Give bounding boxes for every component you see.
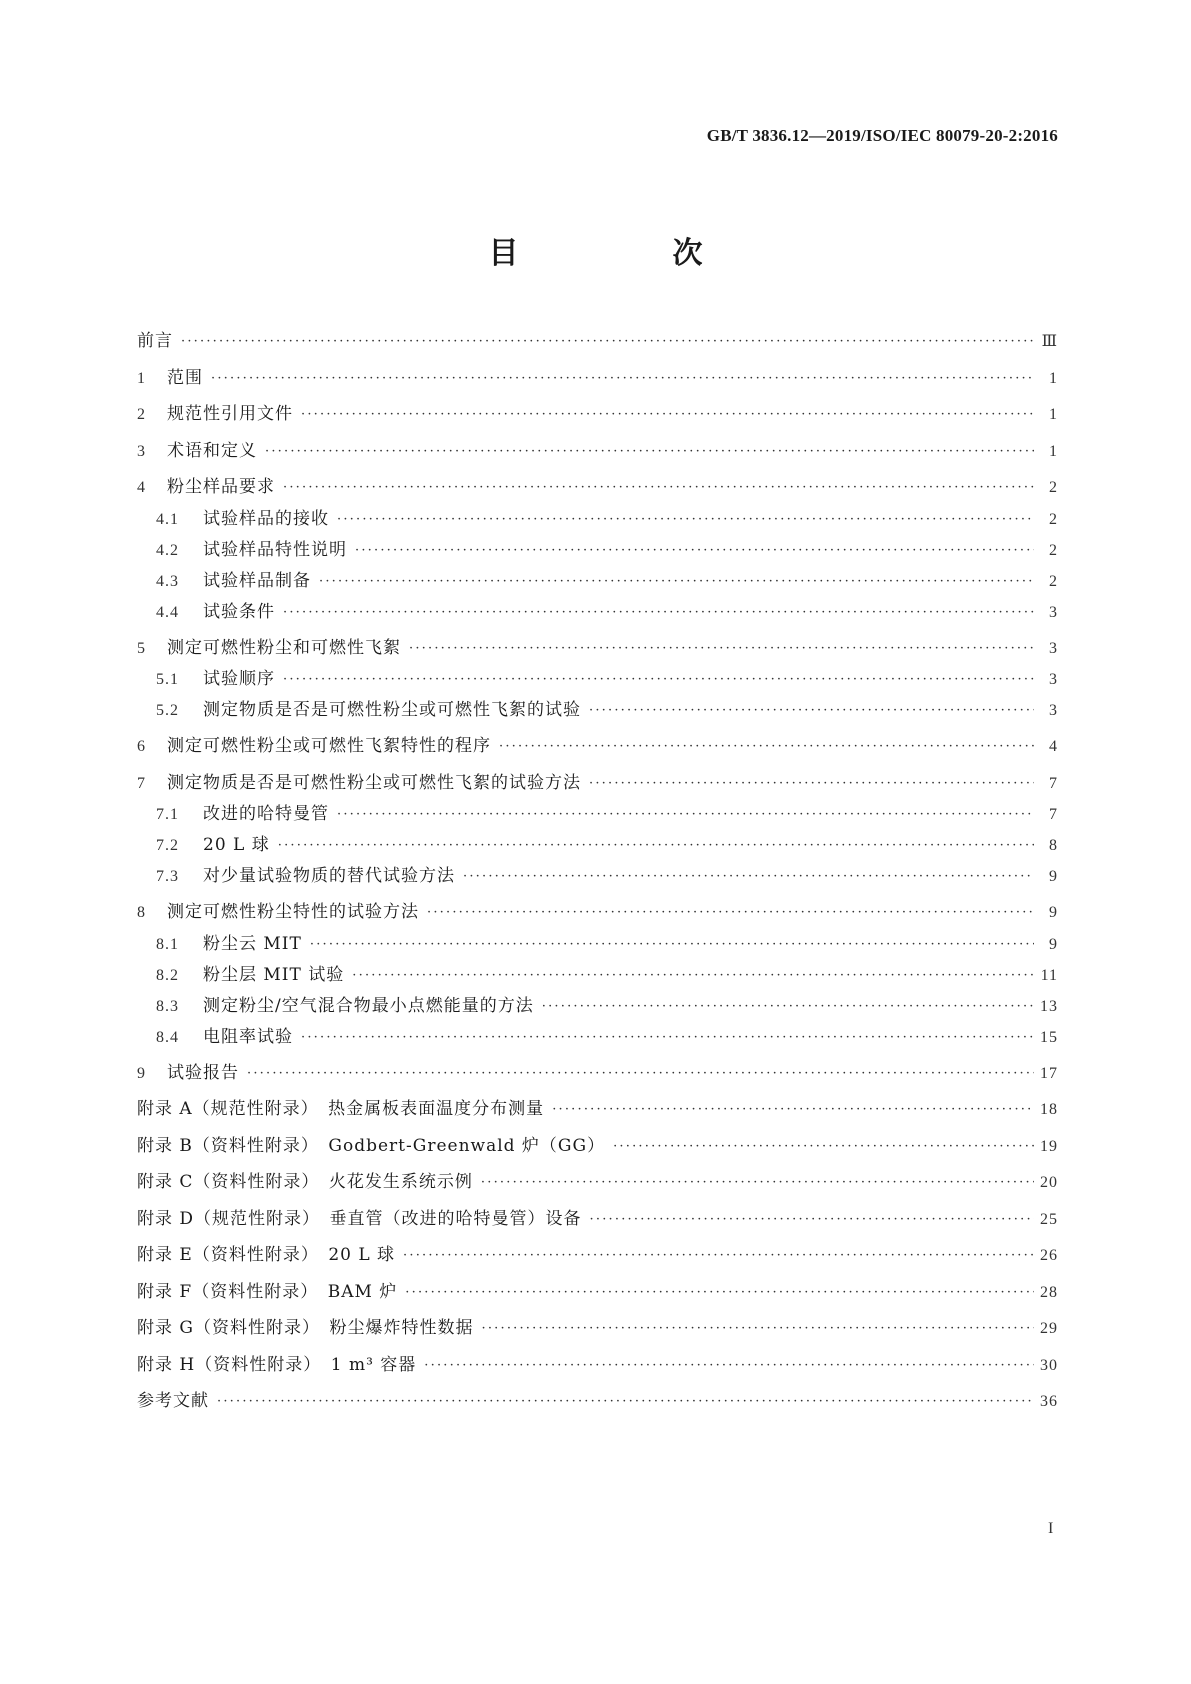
dot-leader xyxy=(589,776,1034,791)
toc-entry[interactable] xyxy=(137,731,1058,763)
toc-entry-page: 1 xyxy=(1049,442,1058,460)
toc-entry[interactable] xyxy=(137,1240,1058,1272)
toc-entry-label: 附录 G（资料性附录） 粉尘爆炸特性数据 xyxy=(137,1318,474,1338)
toc-entry[interactable] xyxy=(137,633,1058,665)
toc-entry-page: 7 xyxy=(1049,774,1058,792)
dot-leader xyxy=(409,641,1034,656)
toc-entry-number: 5.1 xyxy=(156,671,179,688)
toc-entry-label: 试验样品制备 xyxy=(203,570,311,591)
toc-entry-page: 3 xyxy=(1049,603,1058,621)
dot-leader xyxy=(542,999,1034,1014)
dot-leader xyxy=(211,371,1034,386)
toc-entry[interactable] xyxy=(137,326,1058,358)
toc-entry-label: 测定可燃性粉尘和可燃性飞絮 xyxy=(167,637,401,658)
toc-entry-page: Ⅲ xyxy=(1041,333,1058,350)
toc-entry-label: 测定可燃性粉尘或可燃性飞絮特性的程序 xyxy=(167,736,491,756)
toc-entry[interactable] xyxy=(137,768,1058,800)
toc-entry-number: 4.4 xyxy=(156,603,179,621)
toc-entry-number: 8.1 xyxy=(156,935,179,953)
toc-entry[interactable] xyxy=(137,535,1058,566)
dot-leader xyxy=(337,512,1034,527)
toc-entry-page: 15 xyxy=(1040,1028,1058,1046)
dot-leader xyxy=(310,937,1034,952)
toc-entry-page: 19 xyxy=(1040,1137,1058,1155)
toc-entry[interactable] xyxy=(137,399,1058,431)
dot-leader xyxy=(301,1030,1034,1045)
toc-entry-label: 附录 E（资料性附录） 20 L 球 xyxy=(137,1245,396,1265)
dot-leader xyxy=(283,605,1034,620)
toc-entry[interactable] xyxy=(137,472,1058,504)
toc-entry-label: 附录 C（资料性附录） 火花发生系统示例 xyxy=(137,1172,473,1192)
toc-entry-label: 附录 D（规范性附录） 垂直管（改进的哈特曼管）设备 xyxy=(137,1208,582,1229)
toc-entry-page: 13 xyxy=(1040,997,1058,1015)
toc-entry-label: 规范性引用文件 xyxy=(167,404,293,424)
toc-entry-page: 30 xyxy=(1040,1356,1058,1374)
toc-entry-label: 范围 xyxy=(167,367,203,388)
toc-entry[interactable] xyxy=(137,597,1058,628)
dot-leader xyxy=(481,1321,1034,1336)
dot-leader xyxy=(278,838,1034,853)
toc-entry-label: 附录 F（资料性附录） BAM 炉 xyxy=(137,1281,398,1302)
dot-leader xyxy=(247,1066,1034,1081)
toc-entry-page: 20 xyxy=(1040,1174,1058,1191)
toc-entry-label: 20 L 球 xyxy=(203,835,270,855)
toc-entry-label: 试验条件 xyxy=(203,601,275,622)
dot-leader xyxy=(301,407,1034,422)
toc-entry-page: 2 xyxy=(1049,572,1058,590)
toc-entry-label: 测定物质是否是可燃性粉尘或可燃性飞絮的试验 xyxy=(203,700,581,720)
toc-entry[interactable] xyxy=(137,1350,1058,1382)
toc-entry-number: 9 xyxy=(137,1064,146,1082)
toc-entry-page: 9 xyxy=(1049,935,1058,953)
toc-entry-number: 7.1 xyxy=(156,806,179,823)
toc-entry-number: 8.2 xyxy=(156,966,179,984)
toc-entry[interactable] xyxy=(137,1131,1058,1163)
dot-leader xyxy=(283,672,1034,687)
toc-entry-number: 8.3 xyxy=(156,997,179,1015)
dot-leader xyxy=(403,1248,1034,1263)
toc-entry-label: 附录 A（规范性附录） 热金属板表面温度分布测量 xyxy=(137,1099,545,1119)
dot-leader xyxy=(181,334,1034,349)
dot-leader xyxy=(463,869,1034,884)
toc-entry-page: 2 xyxy=(1049,479,1058,496)
toc-entry-label: 测定物质是否是可燃性粉尘或可燃性飞絮的试验方法 xyxy=(167,772,581,793)
toc-entry-number: 7 xyxy=(137,774,146,792)
toc-entry-page: 7 xyxy=(1049,806,1058,823)
toc-entry-number: 5 xyxy=(137,639,146,657)
toc-entry-label: 试验样品特性说明 xyxy=(203,539,347,560)
toc-entry-page: 1 xyxy=(1049,369,1058,387)
toc-entry[interactable] xyxy=(137,897,1058,929)
toc-entry-number: 4.3 xyxy=(156,572,179,590)
toc-entry-label: 试验报告 xyxy=(167,1062,239,1083)
toc-entry[interactable] xyxy=(137,436,1058,468)
toc-entry-label: 对少量试验物质的替代试验方法 xyxy=(203,866,455,886)
toc-entry-label: 参考文献 xyxy=(137,1391,209,1411)
toc-entry-page: 2 xyxy=(1049,510,1058,528)
toc-entry-label: 测定粉尘/空气混合物最小点燃能量的方法 xyxy=(203,995,534,1016)
toc-entry-label: 粉尘样品要求 xyxy=(167,477,275,497)
toc-entry-page: 26 xyxy=(1040,1247,1058,1264)
toc-entry[interactable] xyxy=(137,991,1058,1022)
toc-entry-number: 8.4 xyxy=(156,1028,179,1046)
toc-entry-page: 4 xyxy=(1049,738,1058,755)
toc-entry-number: 7.2 xyxy=(156,837,179,854)
toc-entry-page: 3 xyxy=(1049,639,1058,657)
toc-entry[interactable] xyxy=(137,566,1058,597)
toc-entry-page: 9 xyxy=(1049,904,1058,921)
toc-entry-number: 1 xyxy=(137,369,146,387)
dot-leader xyxy=(590,1212,1034,1227)
toc-entry-label: 术语和定义 xyxy=(167,440,257,461)
toc-entry[interactable] xyxy=(137,799,1058,830)
toc-entry-label: 前言 xyxy=(137,331,173,351)
toc-entry-label: 粉尘层 MIT 试验 xyxy=(203,964,345,985)
toc-entry[interactable] xyxy=(137,1094,1058,1126)
dot-leader xyxy=(613,1139,1034,1154)
toc-entry[interactable] xyxy=(137,1386,1058,1418)
toc-entry-page: 18 xyxy=(1040,1101,1058,1118)
toc-entry[interactable] xyxy=(137,1058,1058,1090)
toc-entry[interactable] xyxy=(137,861,1058,892)
toc-entry[interactable] xyxy=(137,695,1058,726)
standard-code: GB/T 3836.12—2019/ISO/IEC 80079-20-2:2016 xyxy=(706,126,1058,145)
dot-leader xyxy=(405,1285,1034,1300)
toc-entry-number: 5.2 xyxy=(156,702,179,719)
dot-leader xyxy=(552,1102,1034,1117)
toc-entry-page: 8 xyxy=(1049,837,1058,854)
toc-entry-page: 9 xyxy=(1049,868,1058,885)
toc-entry[interactable] xyxy=(137,929,1058,960)
toc-entry-label: 改进的哈特曼管 xyxy=(203,804,329,824)
dot-leader xyxy=(337,807,1034,822)
toc-entry[interactable] xyxy=(137,830,1058,861)
toc-entry-number: 7.3 xyxy=(156,868,179,885)
dot-leader xyxy=(427,905,1034,920)
dot-leader xyxy=(424,1358,1034,1373)
dot-leader xyxy=(589,703,1034,718)
toc-entry-number: 4 xyxy=(137,479,146,496)
page-number: I xyxy=(1048,1520,1054,1537)
toc-entry-page: 25 xyxy=(1040,1210,1058,1228)
toc-entry-page: 17 xyxy=(1040,1064,1058,1082)
toc-entry-label: 试验顺序 xyxy=(203,669,275,689)
toc-entry[interactable] xyxy=(137,1204,1058,1236)
dot-leader xyxy=(217,1394,1034,1409)
toc-entry-number: 2 xyxy=(137,406,146,423)
dot-leader xyxy=(499,739,1034,754)
toc-entry[interactable] xyxy=(137,1313,1058,1345)
toc-entry[interactable] xyxy=(137,363,1058,395)
toc-entry-label: 附录 H（资料性附录） 1 m³ 容器 xyxy=(137,1354,417,1375)
toc-entry-page: 36 xyxy=(1040,1393,1058,1410)
toc-entry[interactable] xyxy=(137,1277,1058,1309)
toc-entry[interactable] xyxy=(137,960,1058,991)
toc-entry-number: 4.1 xyxy=(156,510,179,528)
toc-entry-number: 8 xyxy=(137,904,146,921)
dot-leader xyxy=(319,574,1034,589)
toc-entry-label: 测定可燃性粉尘特性的试验方法 xyxy=(167,902,419,922)
toc-title: 目 次 xyxy=(488,236,765,271)
toc-entry[interactable] xyxy=(137,504,1058,535)
toc-entry-number: 4.2 xyxy=(156,541,179,559)
toc-entry-page: 11 xyxy=(1040,966,1058,984)
toc-entry[interactable] xyxy=(137,1022,1058,1053)
toc-entry-page: 3 xyxy=(1049,702,1058,719)
dot-leader xyxy=(265,444,1034,459)
table-of-contents xyxy=(137,326,1058,1418)
toc-entry[interactable] xyxy=(137,1167,1058,1199)
toc-entry-number: 6 xyxy=(137,738,146,755)
toc-entry-page: 3 xyxy=(1049,671,1058,688)
toc-entry-number: 3 xyxy=(137,442,146,460)
toc-entry-label: 附录 B（资料性附录） Godbert-Greenwald 炉（GG） xyxy=(137,1135,606,1156)
toc-entry-page: 1 xyxy=(1049,406,1058,423)
toc-entry[interactable] xyxy=(137,664,1058,695)
toc-entry-page: 29 xyxy=(1040,1320,1058,1337)
toc-entry-label: 粉尘云 MIT xyxy=(203,933,302,954)
toc-entry-label: 试验样品的接收 xyxy=(203,508,329,529)
dot-leader xyxy=(355,543,1034,558)
toc-entry-page: 2 xyxy=(1049,541,1058,559)
toc-entry-label: 电阻率试验 xyxy=(203,1026,293,1047)
toc-entry-page: 28 xyxy=(1040,1283,1058,1301)
dot-leader xyxy=(481,1175,1034,1190)
dot-leader xyxy=(352,968,1034,983)
dot-leader xyxy=(283,480,1034,495)
